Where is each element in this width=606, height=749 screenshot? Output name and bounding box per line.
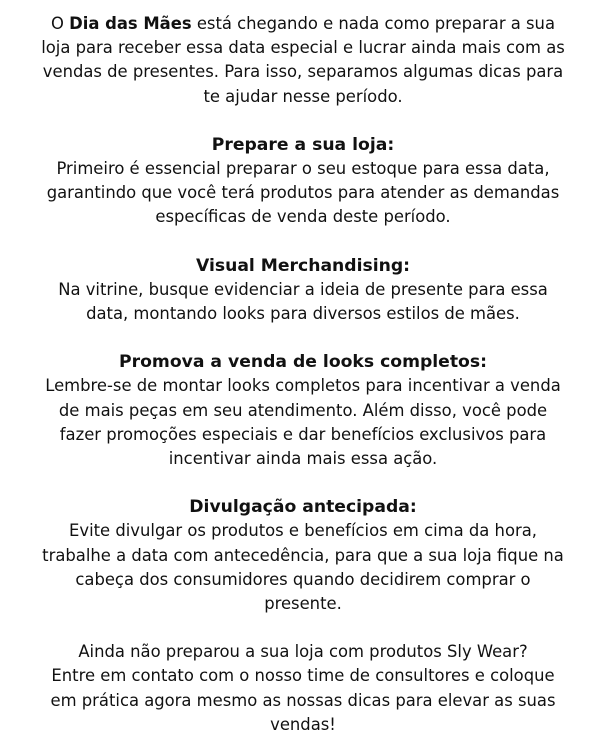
intro-prefix: O <box>50 14 70 33</box>
closing-cta: Entre em contato com o nosso time de consultores e coloque em prática agora mesmo as nossas dicas para elevar as suas vendas! <box>50 666 556 734</box>
section-body: Evite divulgar os produtos e benefícios em cima da hora, trabalhe a data com antecedência, para que a sua loja fique na cabeça dos consumidores quando decidirem comprar o presente. <box>42 521 564 614</box>
section-early-promotion <box>38 495 568 616</box>
section-title: Prepare a sua loja: <box>211 134 395 155</box>
section-prepare-store <box>38 133 568 230</box>
intro-paragraph <box>38 12 568 109</box>
intro-highlight: Dia das Mães <box>69 14 192 33</box>
section-complete-looks <box>38 350 568 471</box>
section-body: Primeiro é essencial preparar o seu estoque para essa data, garantindo que você terá produtos para atender as demandas específicas de venda deste período. <box>46 159 560 227</box>
section-body: Lembre-se de montar looks completos para incentivar a venda de mais peças em seu atendimento. Além disso, você pode fazer promoções especiais e dar benefícios exclusivos para incentivar ainda mais essa ação. <box>45 376 561 469</box>
section-title: Promova a venda de looks completos: <box>119 352 487 373</box>
intro-text: está chegando e nada como preparar a sua loja para receber essa data especial e lucrar ainda mais com as vendas de presentes. Para isso, separamos algumas dicas para te ajudar nesse período. <box>41 14 565 106</box>
closing-paragraph <box>38 640 568 737</box>
section-visual-merchandising <box>38 254 568 327</box>
closing-question: Ainda não preparou a sua loja com produtos Sly Wear? <box>78 642 528 662</box>
section-body: Na vitrine, busque evidenciar a ideia de presente para essa data, montando looks para diversos estilos de mães. <box>58 279 548 324</box>
section-title: Divulgação antecipada: <box>189 497 417 518</box>
section-title: Visual Merchandising: <box>195 255 411 276</box>
